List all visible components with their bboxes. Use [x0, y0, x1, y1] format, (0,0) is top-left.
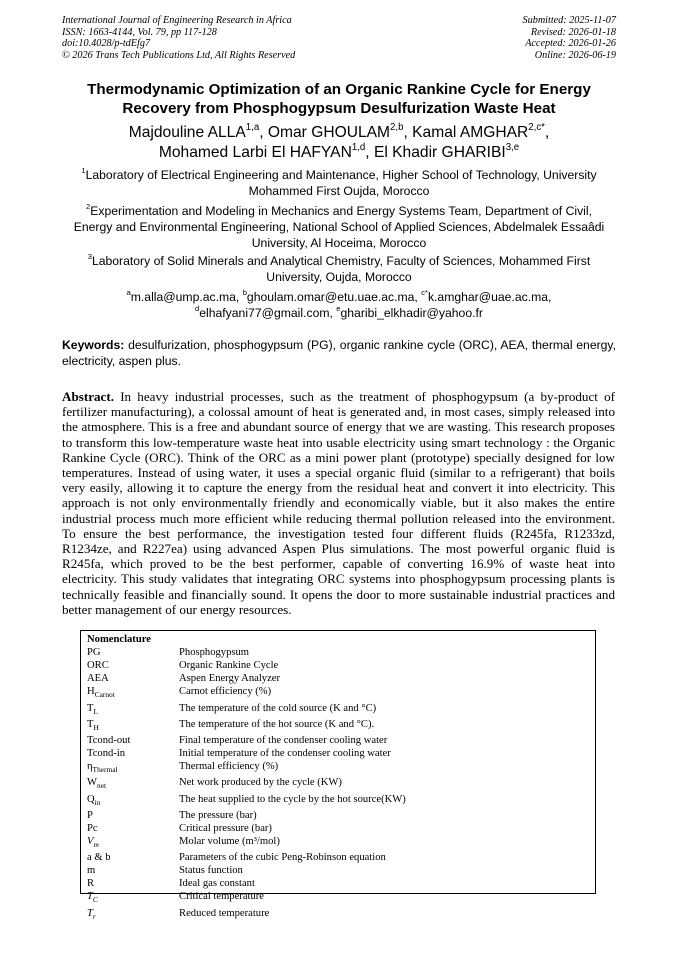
affiliation-text: Laboratory of Electrical Engineering and Maintenance, Higher School of Technology, University	[85, 168, 597, 182]
nomenclature-symbol: $T_L$	[87, 702, 99, 716]
journal-name: International Journal of Engineering Research in Africa	[62, 15, 292, 26]
nomenclature-row	[87, 646, 589, 659]
email-sup: e	[336, 304, 341, 314]
nomenclature-definition: The temperature of the hot source (K and °C).	[179, 718, 375, 730]
title-line: Thermodynamic Optimization of an Organic Rankine Cycle for Energy	[87, 81, 591, 98]
nomenclature-definition: Critical temperature	[179, 891, 265, 903]
author-line: Mohamed Larbi El HAFYAN$^{1,d}$, El Khadir GHARIBI$^{3,e}$	[158, 141, 520, 161]
affiliation-text: Experimentation and Modeling in Mechanics and Energy Systems Team, Department of Civil,	[90, 204, 592, 218]
author-affil-sup: 2,b	[390, 121, 404, 133]
title-line: Recovery from Phosphogypsum Desulfurization Waste Heat	[122, 100, 556, 117]
email-link[interactable]: elhafyani77@gmail.com,	[199, 306, 333, 321]
email-sup: b	[242, 288, 247, 298]
affiliation-sup: 1	[81, 166, 86, 176]
nomenclature-symbol: $H_{Carnot}$	[87, 686, 115, 700]
journal-info	[62, 15, 295, 61]
affiliation-1	[60, 167, 618, 199]
nomenclature-definition: Critical pressure (bar)	[179, 822, 272, 834]
nomenclature-heading: Nomenclature	[87, 634, 151, 645]
keywords-label: Keywords:	[62, 338, 125, 352]
affiliation-line	[60, 253, 618, 269]
author-list	[40, 123, 638, 163]
nomenclature-symbol: $\eta_{Thermal}$	[87, 761, 118, 775]
nomenclature-symbol: $V_m$	[87, 835, 99, 850]
email-sup: a	[126, 288, 131, 298]
email-link[interactable]: k.amghar@uae.ac.ma,	[427, 290, 552, 304]
nomenclature-definition: Aspen Energy Analyzer	[179, 673, 281, 685]
nomenclature-row	[87, 835, 589, 851]
affiliation-line	[60, 203, 618, 219]
nomenclature-row	[87, 776, 589, 792]
nomenclature-definition: Molar volume (m³/mol)	[179, 835, 280, 847]
affiliation-sup: 3	[87, 252, 92, 262]
email-sup: c*	[421, 288, 428, 298]
nomenclature-definition: Parameters of the cubic Peng-Robinson equation	[179, 852, 386, 864]
author-affil-sup: 1,d	[351, 141, 366, 153]
nomenclature-symbol: Tcond-in	[87, 748, 126, 760]
nomenclature-definition: Organic Rankine Cycle	[179, 660, 279, 672]
nomenclature-definition: The heat supplied to the cycle by the hot source(KW)	[179, 793, 406, 805]
nomenclature-row	[87, 734, 589, 747]
author-name: Mohamed Larbi El HAFYAN	[158, 144, 352, 161]
nomenclature-box	[80, 630, 596, 921]
nomenclature-row	[87, 877, 589, 890]
nomenclature-row	[87, 864, 589, 877]
author-affil-sup: 2,c*	[528, 121, 545, 133]
nomenclature-row	[87, 890, 589, 906]
nomenclature-definition: Initial temperature of the condenser cooling water	[179, 748, 391, 760]
nomenclature-row	[87, 659, 589, 672]
affiliation-2	[60, 203, 618, 252]
author-affil-sup: 3,e	[505, 141, 520, 153]
accepted-date: Accepted: 2026-01-26	[525, 38, 616, 50]
author-name: El Khadir GHARIBI	[373, 144, 506, 161]
nomenclature-symbol: $W_{net}$	[87, 777, 107, 791]
email-sup: d	[195, 304, 200, 314]
nomenclature-symbol: AEA	[87, 673, 109, 685]
nomenclature-row	[87, 747, 589, 760]
affiliation-text: University, Oujda, Morocco	[266, 270, 412, 285]
nomenclature-definition: The temperature of the cold source (K and °C)	[179, 702, 377, 714]
abstract	[62, 389, 615, 617]
abstract-label: Abstract.	[62, 389, 114, 404]
affiliation-line	[60, 167, 618, 183]
affiliation-text: Mohammed First Oujda, Morocco	[248, 184, 430, 199]
author-emails	[60, 289, 618, 321]
affiliation-sup: 2	[86, 202, 91, 212]
nomenclature-definition: Net work produced by the cycle (KW)	[179, 777, 342, 789]
nomenclature-symbol: $Q_{in}$	[87, 793, 101, 807]
email-line	[60, 289, 618, 305]
email-link[interactable]: m.alla@ump.ac.ma,	[130, 290, 240, 304]
nomenclature-symbol: ORC	[87, 660, 109, 672]
nomenclature-row	[87, 907, 589, 923]
nomenclature-row	[87, 685, 589, 701]
nomenclature-row	[87, 822, 589, 835]
nomenclature-row	[87, 702, 589, 718]
nomenclature-row	[87, 760, 589, 776]
nomenclature-symbol: P	[87, 809, 93, 821]
nomenclature-definition: Carnot efficiency (%)	[179, 686, 272, 698]
online-date: Online: 2026-06-19	[534, 49, 616, 61]
nomenclature-symbol: Tcond-out	[87, 734, 131, 746]
nomenclature-symbol: a & b	[87, 852, 111, 864]
publication-dates	[523, 15, 616, 61]
nomenclature-definition: Final temperature of the condenser cooling water	[179, 734, 388, 746]
author-affil-sup: 1,a	[245, 121, 260, 133]
nomenclature-symbol: m	[87, 865, 96, 877]
nomenclature-row	[87, 809, 589, 822]
nomenclature-list	[87, 646, 589, 923]
nomenclature-symbol: $T_r$	[87, 907, 96, 921]
keywords-text: desulfurization, phosphogypsum (PG), organic rankine cycle (ORC), AEA, thermal energy, electricity, aspen plus.	[62, 338, 617, 369]
revised-date: Revised: 2026-01-18	[530, 26, 616, 38]
nomenclature-symbol: $T_C$	[87, 891, 98, 905]
submitted-date: Submitted: 2025-11-07	[522, 15, 616, 26]
author-line: Majdouline ALLA$^{1,a}$, Omar GHOULAM$^{2,b}$, Kamal $AMGHAR^{2,c*}$,	[128, 121, 550, 141]
email-line	[60, 305, 618, 321]
nomenclature-row	[87, 851, 589, 864]
affiliation-text: Energy and Environmental Engineering, National School of Applied Sciences, Abdelmalek Essaâdi	[73, 220, 605, 235]
paper-title	[40, 80, 638, 118]
nomenclature-row	[87, 672, 589, 685]
nomenclature-symbol: $T_H$	[87, 718, 99, 732]
nomenclature-definition: Phosphogypsum	[179, 647, 250, 659]
email-link[interactable]: ghoulam.omar@etu.uae.ac.ma,	[246, 290, 418, 304]
nomenclature-symbol: Pc	[87, 822, 98, 834]
email-link[interactable]: gharibi_elkhadir@yahoo.fr	[340, 306, 483, 321]
affiliation-3	[60, 253, 618, 285]
affiliation-text: Laboratory of Solid Minerals and Analytical Chemistry, Faculty of Sciences, Mohammed First	[91, 254, 591, 268]
nomenclature-row	[87, 793, 589, 809]
nomenclature-row	[87, 718, 589, 734]
nomenclature-definition: Thermal efficiency (%)	[179, 761, 279, 773]
issn: ISSN: 1663-4144, Vol. 79, pp 117-128	[62, 26, 217, 38]
author-name: Omar GHOULAM	[267, 124, 391, 141]
keywords	[62, 337, 616, 370]
affiliation-text: University, Al Hoceima, Morocco	[251, 236, 427, 251]
nomenclature-symbol: PG	[87, 647, 101, 659]
nomenclature-symbol: R	[87, 878, 95, 890]
nomenclature-definition: The pressure (bar)	[179, 809, 257, 821]
nomenclature-definition: Status function	[179, 865, 243, 877]
nomenclature-definition: Ideal gas constant	[179, 878, 255, 890]
doi: doi:10.4028/p-tdEfg7	[62, 38, 151, 50]
abstract-text: In heavy industrial processes, such as the treatment of phosphogypsum (a by-product of fertilizer manufacturing), a colossal amount of heat is generated and, in most cases, simply released into the atmosphere. This is a free and abundant source of energy that we are wasting. This research proposes to transform this low-temperature waste heat into usable electricity using smart technology : the Organic Rankine Cycle (ORC). Think of the ORC as a mini power plant (prototype) specially designed for low temperatures. Instead of using water, it uses a special organic fluid (similar to a refrigerant) that boils very easily, allowing it to capture the energy from the residual heat and convert it into electricity. This approach is not only environmentally friendly and economically viable, but it also makes the entire industrial process much more efficient while reducing thermal pollution released into the environment. To ensure the best performance, the investigation tested four different fluids (R245fa, R1233zd, R1234ze, and R227ea) using advanced Aspen Plus simulations. The most powerful organic fluid is R245fa, which proved to be the best performer, capable of converting 16.9% of waste heat into electricity. This study validates that integrating ORC systems into phosphogypsum processing plants is technically feasible and financially sound. It opens the door to more sustainable industrial practices and better management of our energy resources.	[62, 389, 615, 617]
nomenclature-definition: Reduced temperature	[179, 907, 270, 919]
author-name: Majdouline ALLA	[128, 124, 246, 141]
author-name: Kamal AMGHAR	[412, 124, 529, 141]
copyright: © 2026 Trans Tech Publications Ltd, All Rights Reserved	[62, 49, 296, 61]
